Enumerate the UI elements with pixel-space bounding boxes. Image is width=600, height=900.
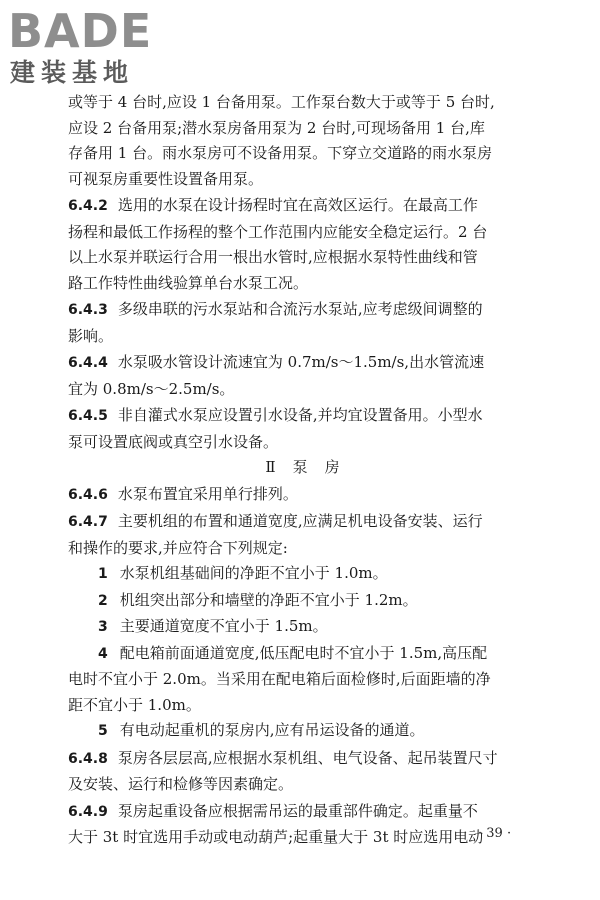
text-line: 电时不宜小于 2.0m。当采用在配电箱后面检修时,后面距墙的净 [68, 670, 491, 688]
list-item-4 [68, 641, 538, 668]
text-line: 可视泵房重要性设置备用泵。 [68, 169, 264, 188]
clause-text: 水泵吸水管设计流速宜为 0.7m/s～1.5m/s,出水管流速 [117, 353, 485, 371]
clause-number: 6.4.9 [68, 803, 108, 820]
logo-wordmark: BADE [8, 4, 153, 58]
item-number: 3 [98, 619, 108, 635]
clause-6-4-7 [68, 509, 538, 536]
clause-number: 6.4.4 [68, 355, 108, 371]
clause-6-4-6 [68, 482, 538, 509]
text-line: 路工作特性曲线验算单台水泵工况。 [68, 273, 309, 292]
list-item-1 [68, 561, 538, 588]
item-text: 配电箱前面通道宽度,低压配电时不宜小于 1.5m,高压配 [119, 643, 488, 662]
text-line: 和操作的要求,并应符合下列规定: [68, 538, 288, 557]
bade-logo [8, 6, 178, 92]
clause-6-4-4 [68, 350, 538, 377]
text-line: 泵可设置底阀或真空引水设备。 [68, 432, 279, 451]
text-line: 宜为 0.8m/s～2.5m/s。 [68, 379, 235, 398]
item-text: 有电动起重机的泵房内,应有吊运设备的通道。 [119, 721, 425, 739]
list-item-2 [68, 588, 538, 615]
text-line: 存备用 1 台。雨水泵房可不设备用泵。下穿立交道路的雨水泵房 [68, 144, 493, 162]
section-title-2: 房 [324, 458, 341, 476]
text-line: 影响。 [68, 326, 114, 345]
clause-text: 水泵布置宜采用单行排列。 [117, 484, 298, 503]
clause-text: 选用的水泵在设计扬程时宜在高效区运行。在最高工作 [117, 196, 478, 214]
text-line: 应设 2 台备用泵;潜水泵房备用泵为 2 台时,可现场备用 1 台,库 [68, 118, 485, 137]
section-title-1: 泵 [292, 458, 309, 476]
item-text: 机组突出部分和墙壁的净距不宜小于 1.2m。 [119, 590, 418, 609]
item-text: 主要通道宽度不宜小于 1.5m。 [119, 617, 328, 635]
section-heading [68, 455, 538, 481]
clause-text: 主要机组的布置和通道宽度,应满足机电设备安装、运行 [117, 512, 483, 530]
item-number: 1 [98, 566, 108, 582]
clause-number: 6.4.2 [68, 198, 108, 214]
section-roman: Ⅱ [265, 458, 277, 476]
item-number: 2 [98, 592, 108, 609]
clause-6-4-5 [68, 403, 538, 430]
text-line: 大于 3t 时宜选用手动或电动葫芦;起重量大于 3t 时应选用电动 [68, 828, 484, 846]
clause-number: 6.4.3 [68, 302, 108, 318]
page-number: · 39 · [478, 826, 512, 841]
list-item-3 [68, 614, 538, 641]
text-line: 及安装、运行和检修等因素确定。 [68, 775, 294, 793]
logo-subtitle: 建装基地 [10, 58, 135, 87]
item-text: 水泵机组基础间的净距不宜小于 1.0m。 [119, 564, 388, 582]
clause-text: 非自灌式水泵应设置引水设备,并均宜设置备用。小型水 [117, 406, 483, 424]
text-line: 扬程和最低工作扬程的整个工作范围内应能安全稳定运行。2 台 [68, 222, 488, 241]
list-item-5 [68, 718, 538, 745]
page-body [68, 90, 538, 851]
clause-6-4-8 [68, 746, 538, 773]
clause-number: 6.4.6 [68, 486, 108, 503]
clause-number: 6.4.8 [68, 750, 108, 767]
clause-text: 泵房起重设备应根据需吊运的最重部件确定。起重量不 [117, 801, 478, 820]
text-line: 以上水泵并联运行合用一根出水管时,应根据水泵特性曲线和管 [68, 248, 478, 266]
clause-6-4-3 [68, 297, 538, 324]
text-line: 距不宜小于 1.0m。 [68, 695, 201, 714]
item-number: 5 [98, 723, 108, 739]
clause-number: 6.4.5 [68, 408, 108, 424]
clause-text: 泵房各层层高,应根据水泵机组、电气设备、起吊装置尺寸 [117, 748, 498, 767]
clause-number: 6.4.7 [68, 514, 108, 530]
text-line: 或等于 4 台时,应设 1 台备用泵。工作泵台数大于或等于 5 台时, [68, 93, 495, 111]
clause-6-4-2 [68, 193, 538, 220]
clause-6-4-9 [68, 799, 538, 826]
item-number: 4 [98, 645, 108, 662]
clause-text: 多级串联的污水泵站和合流污水泵站,应考虑级间调整的 [117, 300, 483, 318]
